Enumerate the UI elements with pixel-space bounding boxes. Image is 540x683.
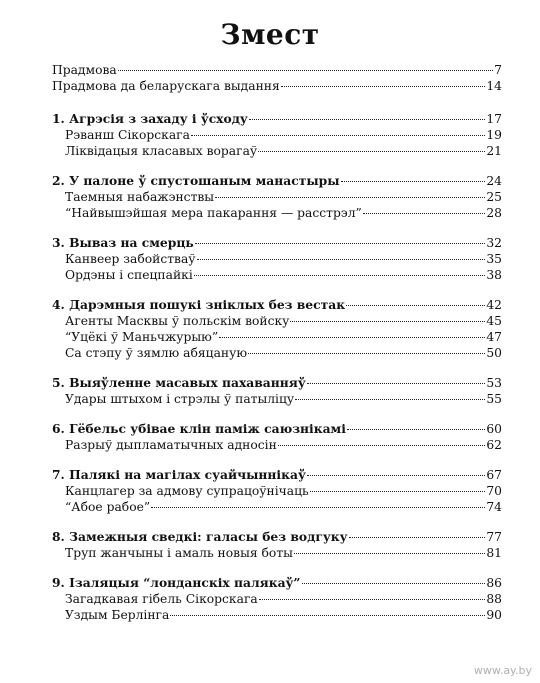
toc-subsection-entry [52, 329, 502, 345]
section-spacer [52, 94, 502, 111]
toc-subsection-entry-page: 35 [486, 252, 502, 266]
toc-subsection-entry-title: Ліквідацыя класавых ворагаў [65, 144, 258, 158]
toc-subsection-entry [52, 483, 502, 499]
toc-subsection-entry [52, 267, 502, 283]
toc-chapter-entry-page: 42 [486, 298, 502, 312]
toc-intro-entry [52, 78, 502, 94]
toc-subsection-entry-title: Са стэпу ў зямлю абяцаную [65, 346, 248, 360]
toc-subsection-entry [52, 345, 502, 361]
toc-chapter-entry [52, 421, 502, 437]
toc-chapter-entry [52, 173, 502, 189]
section-spacer [52, 159, 502, 173]
dot-leader [294, 553, 485, 554]
toc-chapter-entry [52, 375, 502, 391]
section-spacer [52, 283, 502, 297]
dot-leader [278, 445, 486, 446]
toc-subsection-entry-title: Ордэны і спецпайкі [65, 268, 193, 282]
section-spacer [52, 361, 502, 375]
section-spacer [52, 407, 502, 421]
toc-subsection-entry-title: Труп жанчыны і амаль новыя боты [65, 546, 293, 560]
toc-subsection-entry [52, 205, 502, 221]
toc-chapter-entry [52, 111, 502, 127]
toc-subsection-entry-title: “Абое рабое” [65, 500, 151, 514]
toc-subsection-entry [52, 437, 502, 453]
dot-leader [310, 491, 486, 492]
dot-leader [363, 213, 486, 214]
toc-subsection-entry [52, 189, 502, 205]
toc-subsection-entry-title: Загадкавая гібель Сікорскага [65, 592, 258, 606]
dot-leader [258, 151, 485, 152]
dot-leader [170, 615, 485, 616]
toc-subsection-entry-title: Рэванш Сікорскага [65, 128, 190, 142]
dot-leader [307, 383, 486, 384]
toc-chapter-entry-title: 7. Палякі на магілах суайчыннікаў [52, 467, 306, 482]
dot-leader [307, 475, 486, 476]
toc-subsection-entry-page: 88 [486, 592, 502, 606]
toc-subsection-entry-title: Разрыў дыпламатычных адносін [65, 438, 277, 452]
dot-leader [259, 599, 486, 600]
dot-leader [197, 259, 486, 260]
toc-chapter-entry-title: 6. Гёбельс убівае клін паміж саюзнікамі [52, 421, 346, 436]
toc-intro-entry [52, 62, 502, 78]
toc-chapter-entry-title: 1. Агрэсія з захаду і ўсходу [52, 111, 248, 126]
toc-subsection-entry-page: 47 [486, 330, 502, 344]
toc-subsection-entry-page: 81 [486, 546, 502, 560]
section-spacer [52, 453, 502, 467]
toc-subsection-entry [52, 143, 502, 159]
dot-leader [118, 70, 493, 71]
dot-leader [295, 399, 485, 400]
toc-chapter-entry-title: 3. Вываз на смерць [52, 235, 194, 250]
toc-subsection-entry-title: Таемныя набажэнствы [65, 190, 215, 204]
dot-leader [194, 275, 486, 276]
toc-subsection-entry [52, 251, 502, 267]
toc-subsection-entry-page: 45 [486, 314, 502, 328]
dot-leader [195, 243, 486, 244]
toc-chapter-entry-page: 32 [486, 236, 502, 250]
toc-subsection-entry-page: 25 [486, 190, 502, 204]
toc-intro-entry-page: 7 [494, 63, 502, 77]
toc-chapter-entry [52, 529, 502, 545]
toc-chapter-entry-page: 67 [486, 468, 502, 482]
page-title: Змест [220, 18, 320, 51]
table-of-contents [52, 62, 502, 623]
dot-leader [302, 583, 486, 584]
toc-subsection-entry-page: 50 [486, 346, 502, 360]
toc-chapter-entry-title: 2. У палоне ў спустошаным манастыры [52, 173, 340, 188]
toc-chapter-entry-page: 53 [486, 376, 502, 390]
dot-leader [191, 135, 485, 136]
dot-leader [151, 507, 485, 508]
toc-intro-entry-title: Прадмова да беларускага выдання [52, 79, 280, 93]
toc-chapter-entry-title: 5. Выяўленне масавых пахаванняў [52, 375, 306, 390]
toc-chapter-entry-title: 9. Ізаляцыя “лонданскіх палякаў” [52, 575, 301, 590]
toc-subsection-entry [52, 313, 502, 329]
toc-intro-entry-title: Прадмова [52, 63, 117, 77]
toc-subsection-entry-title: “Уцёкі ў Маньчжурыю” [65, 330, 219, 344]
toc-chapter-entry [52, 467, 502, 483]
toc-chapter-entry-page: 17 [486, 112, 502, 126]
toc-subsection-entry-page: 62 [486, 438, 502, 452]
toc-subsection-entry-page: 38 [486, 268, 502, 282]
dot-leader [219, 337, 485, 338]
toc-subsection-entry-page: 19 [486, 128, 502, 142]
toc-chapter-entry-page: 77 [486, 530, 502, 544]
toc-subsection-entry-title: Удары штыхом і стрэлы ў патыліцу [65, 392, 295, 406]
toc-chapter-entry [52, 575, 502, 591]
toc-subsection-entry-title: Агенты Масквы ў польскім войску [65, 314, 290, 328]
toc-subsection-entry-page: 55 [486, 392, 502, 406]
toc-subsection-entry-title: Канцлагер за адмову супрацоўнічаць [65, 484, 309, 498]
dot-leader [215, 197, 485, 198]
toc-subsection-entry-title: Канвеер забойстваў [65, 252, 196, 266]
dot-leader [346, 305, 485, 306]
toc-chapter-entry [52, 235, 502, 251]
section-spacer [52, 221, 502, 235]
toc-subsection-entry [52, 391, 502, 407]
toc-subsection-entry-page: 90 [486, 608, 502, 622]
toc-subsection-entry-page: 28 [486, 206, 502, 220]
dot-leader [349, 537, 486, 538]
toc-intro-entry-page: 14 [486, 79, 502, 93]
toc-chapter-entry [52, 297, 502, 313]
toc-subsection-entry-page: 21 [486, 144, 502, 158]
toc-chapter-entry-page: 86 [486, 576, 502, 590]
dot-leader [281, 86, 486, 87]
toc-subsection-entry-title: Уздым Берлінга [65, 608, 170, 622]
toc-chapter-entry-title: 8. Замежныя сведкі: галасы без водгуку [52, 529, 348, 544]
toc-subsection-entry-page: 70 [486, 484, 502, 498]
dot-leader [341, 181, 486, 182]
section-spacer [52, 515, 502, 529]
toc-subsection-entry [52, 607, 502, 623]
toc-subsection-entry [52, 591, 502, 607]
dot-leader [347, 429, 485, 430]
toc-subsection-entry-page: 74 [486, 500, 502, 514]
toc-subsection-entry [52, 545, 502, 561]
toc-chapter-entry-page: 60 [486, 422, 502, 436]
dot-leader [290, 321, 485, 322]
dot-leader [249, 119, 486, 120]
toc-chapter-entry-title: 4. Дарэмныя пошукі зніклых без вестак [52, 297, 346, 312]
section-spacer [52, 561, 502, 575]
toc-subsection-entry [52, 127, 502, 143]
toc-subsection-entry [52, 499, 502, 515]
toc-chapter-entry-page: 24 [486, 174, 502, 188]
watermark: www.ay.by [473, 664, 532, 677]
toc-subsection-entry-title: “Найвышэйшая мера пакарання — расстрэл” [65, 206, 362, 220]
dot-leader [248, 353, 485, 354]
